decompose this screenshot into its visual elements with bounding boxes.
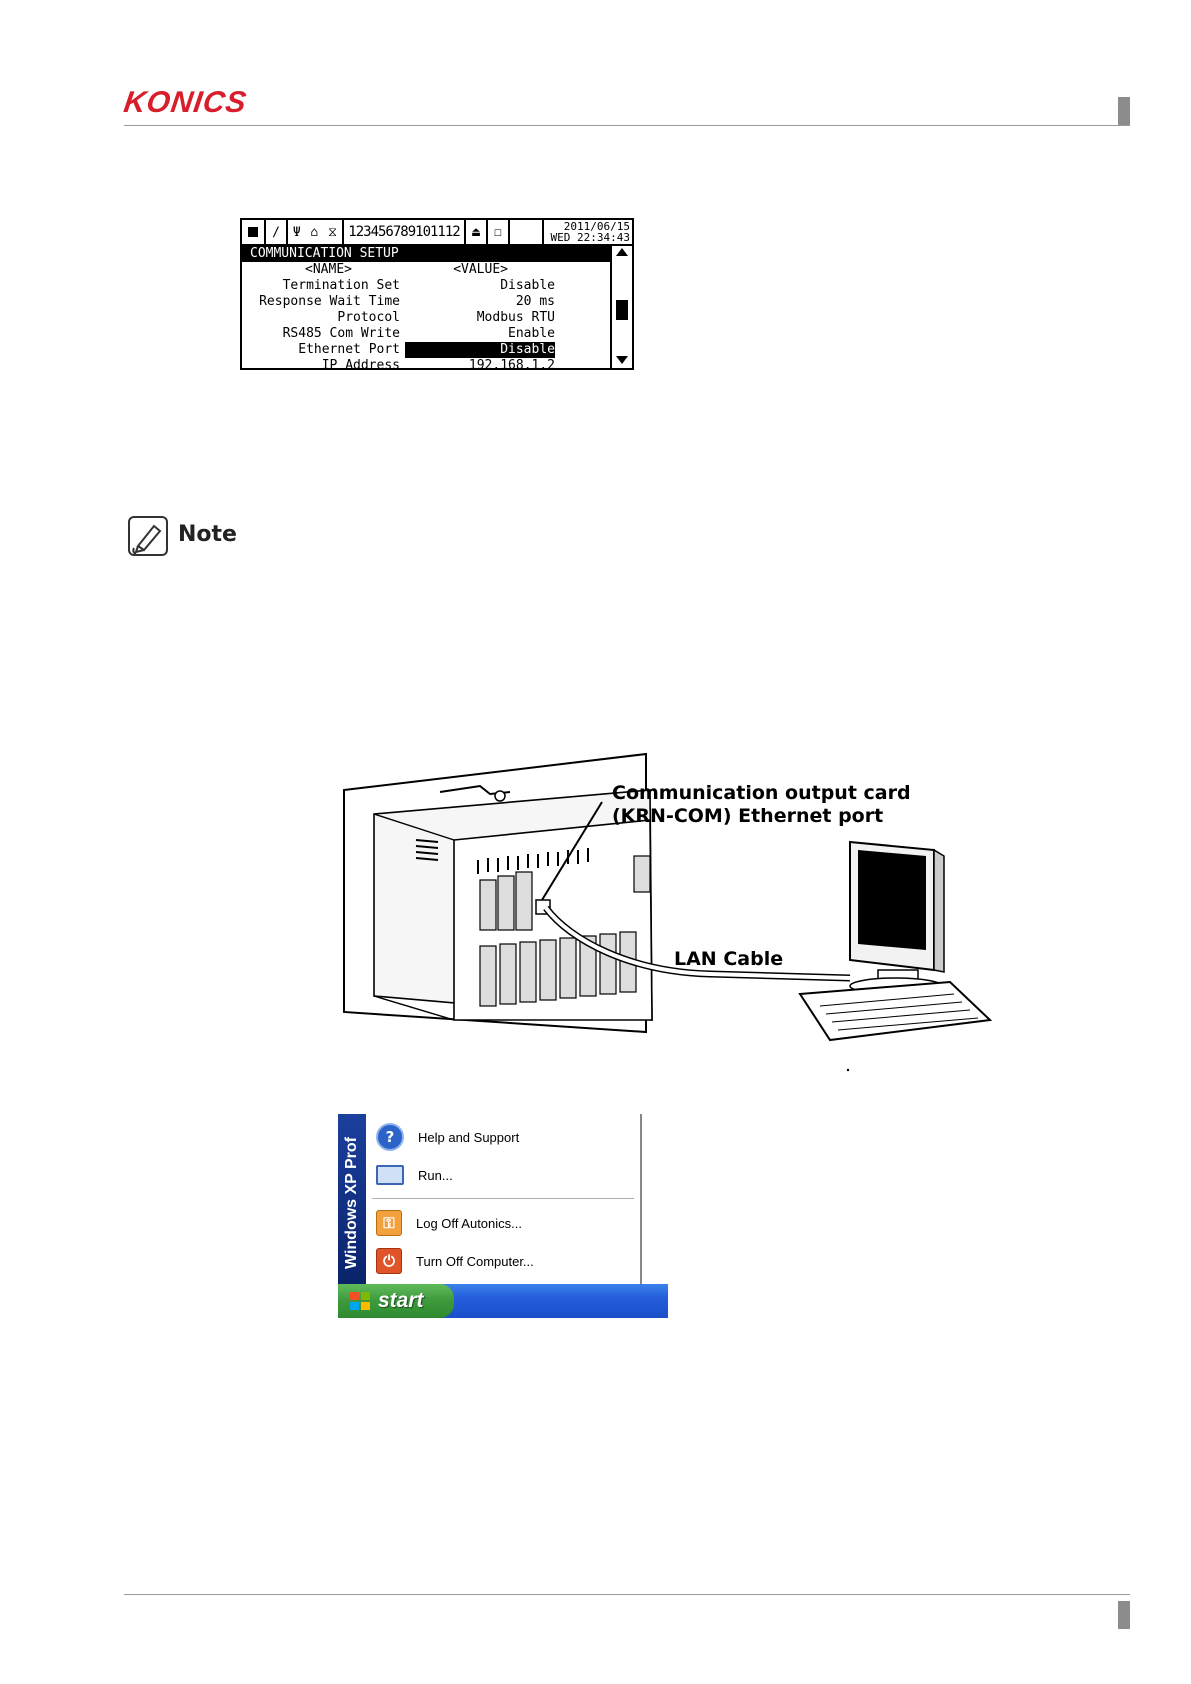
xp-side-text: Windows XP Prof: [343, 1136, 360, 1269]
menu-separator: [372, 1198, 634, 1199]
lcd-row: [242, 278, 610, 294]
menu-item-label: Log Off Autonics...: [416, 1215, 522, 1231]
menu-item-label: Run...: [418, 1167, 453, 1183]
lcd-row-value: Modbus RTU: [476, 310, 555, 325]
lcd-row: [242, 294, 610, 310]
lcd-row-selected: [242, 342, 610, 358]
lcd-row-value: 192.168.1.2: [468, 358, 555, 370]
lcd-header-row: [242, 262, 610, 278]
power-icon: ⏻: [376, 1248, 402, 1274]
lcd-row-name: Response Wait Time: [259, 294, 400, 309]
lcd-col-name: <NAME>: [305, 262, 352, 277]
xp-side-banner: [338, 1114, 366, 1284]
lcd-communication-setup-screen: [240, 218, 634, 370]
lcd-time: WED 22:34:43: [550, 231, 630, 244]
scroll-down-arrow-icon: [616, 356, 628, 364]
key-icon: ⚿: [376, 1210, 402, 1236]
menu-item-label: Turn Off Computer...: [416, 1253, 534, 1269]
lcd-row-name: Ethernet Port: [298, 342, 400, 357]
communication-card-label-line1: Communication output card: [612, 782, 911, 804]
scroll-thumb: [616, 300, 628, 320]
menu-item-help-and-support[interactable]: [366, 1118, 638, 1156]
lcd-status-bar: [242, 220, 632, 246]
lcd-title: COMMUNICATION SETUP: [242, 246, 610, 262]
stop-icon: [242, 220, 266, 244]
start-label: start: [378, 1289, 424, 1312]
lcd-col-value: <VALUE>: [453, 262, 508, 277]
start-button[interactable]: [338, 1284, 454, 1318]
lcd-row-value-selected: Disable: [405, 342, 555, 358]
lan-cable-label: LAN Cable: [674, 948, 784, 970]
channel-digits: 123456789101112: [344, 220, 466, 244]
lcd-row-name: Termination Set: [282, 278, 400, 293]
lcd-datetime: [551, 221, 630, 243]
menu-item-turn-off-computer[interactable]: [366, 1242, 638, 1280]
pen-icon: ∕: [266, 220, 288, 244]
xp-taskbar: [338, 1284, 668, 1318]
lcd-row-value: Disable: [500, 278, 555, 293]
note-pencil-icon: [128, 516, 168, 556]
lcd-date: 2011/06/15: [563, 220, 630, 233]
communication-card-label-line2: (KRN-COM) Ethernet port: [612, 805, 884, 827]
lcd-scrollbar: [610, 244, 632, 368]
lcd-row-value: 20 ms: [515, 294, 555, 309]
windows-flag-icon: [350, 1292, 370, 1310]
lcd-row-name: IP Address: [321, 358, 400, 370]
usb-icon: Ψ ⌂ ⧖: [288, 220, 344, 244]
eject-icon: ⏏: [466, 220, 488, 244]
menu-item-run[interactable]: [366, 1156, 638, 1194]
lcd-row-partial: [242, 358, 610, 370]
lcd-row: [242, 310, 610, 326]
lcd-blank-cell: [510, 220, 544, 244]
lcd-row-value: Enable: [508, 326, 555, 341]
lcd-row-name: RS485 Com Write: [282, 326, 400, 341]
run-icon: [376, 1165, 404, 1185]
help-icon: ?: [376, 1123, 404, 1151]
note-label: Note: [178, 522, 237, 547]
scroll-up-arrow-icon: [616, 248, 628, 256]
menu-item-label: Help and Support: [418, 1129, 520, 1145]
xp-start-menu: [338, 1114, 642, 1284]
lcd-row-name: Protocol: [337, 310, 400, 325]
unlock-icon: ☐: [488, 220, 510, 244]
header-page-marker: [1118, 97, 1130, 125]
lcd-row: [242, 326, 610, 342]
footer-page-marker: [1118, 1601, 1130, 1629]
header-rule: [124, 125, 1130, 126]
footer-rule: [124, 1594, 1130, 1595]
menu-item-log-off[interactable]: [366, 1204, 638, 1242]
konics-logo: KONICS: [121, 86, 250, 119]
